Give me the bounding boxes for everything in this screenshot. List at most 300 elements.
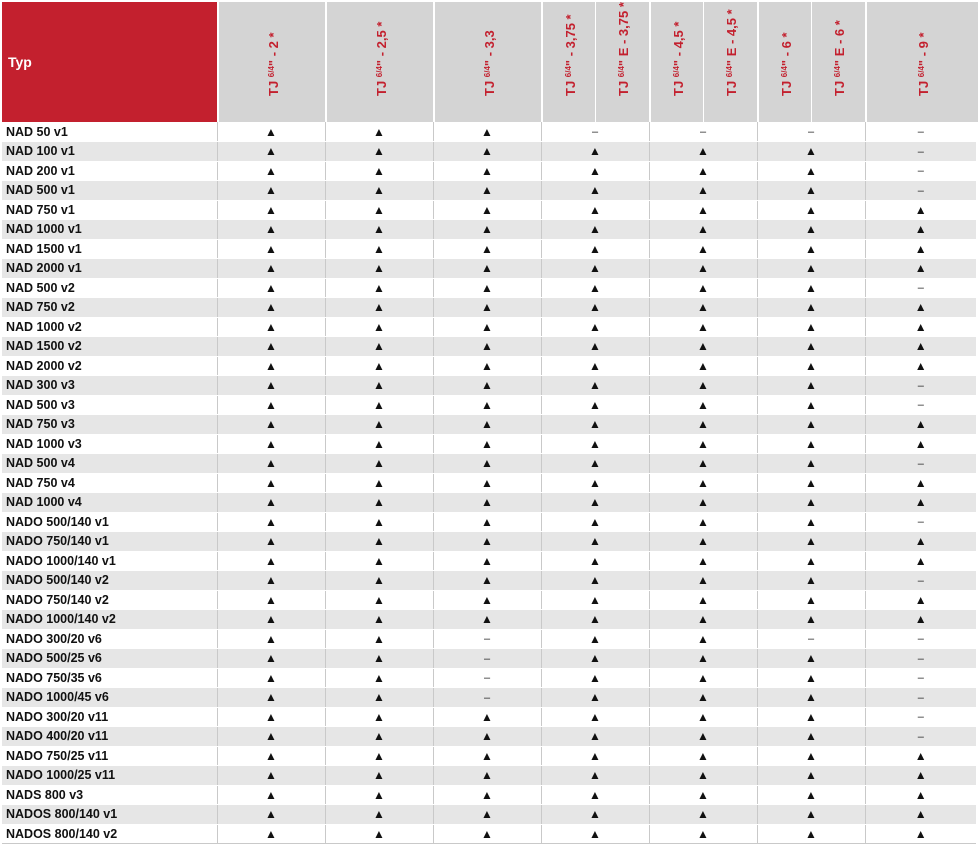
column-header-label: TJ $^{6/4}$" - 4,5 *: [671, 21, 686, 96]
compatible-triangle-icon: ▲: [805, 417, 817, 432]
table-row: [2, 590, 976, 610]
compatibility-cell: [433, 161, 541, 181]
compatible-triangle-icon: ▲: [589, 495, 601, 510]
typ-header: [2, 2, 217, 122]
compatibility-cell: [433, 200, 541, 220]
compatibility-cell: [865, 688, 976, 708]
compatibility-cell: [325, 746, 433, 766]
row-type-name: NADOS 800/140 v2: [2, 824, 217, 844]
compatible-triangle-icon: ▲: [805, 534, 817, 549]
compatible-triangle-icon: ▲: [265, 222, 277, 237]
compatible-triangle-icon: ▲: [373, 768, 385, 783]
compatible-triangle-icon: ▲: [265, 144, 277, 159]
compatibility-cell: [649, 571, 757, 591]
table-row: [2, 688, 976, 708]
compatible-triangle-icon: ▲: [265, 436, 277, 451]
compatibility-cell: [865, 785, 976, 805]
compatible-triangle-icon: ▲: [805, 514, 817, 529]
compatibility-cell: [865, 707, 976, 727]
compatibility-cell: [433, 824, 541, 844]
compatible-triangle-icon: ▲: [697, 709, 709, 724]
not-compatible-dash: –: [483, 672, 491, 685]
column-header-8: [757, 2, 813, 122]
compatibility-cell: [757, 278, 865, 298]
compatible-triangle-icon: ▲: [589, 787, 601, 802]
compatibility-cell: [649, 785, 757, 805]
compatible-triangle-icon: ▲: [373, 729, 385, 744]
compatibility-cell: [865, 493, 976, 513]
row-type-name: NAD 2000 v1: [2, 259, 217, 279]
column-header-9: [811, 2, 866, 122]
compatibility-cell: [217, 766, 325, 786]
compatibility-cell: [757, 766, 865, 786]
compatibility-cell: [757, 395, 865, 415]
compatibility-cell: [865, 337, 976, 357]
not-compatible-dash: –: [591, 126, 599, 138]
compatibility-cell: [433, 727, 541, 747]
compatibility-cell: [541, 161, 649, 181]
compatible-triangle-icon: ▲: [914, 495, 927, 510]
compatible-triangle-icon: ▲: [589, 670, 601, 685]
compatible-triangle-icon: ▲: [589, 475, 601, 490]
table-row: [2, 707, 976, 727]
compatibility-cell: [865, 200, 976, 220]
table-row: [2, 746, 976, 766]
compatibility-cell: [757, 649, 865, 669]
compatibility-cell: [649, 376, 757, 396]
compatible-triangle-icon: ▲: [805, 787, 817, 802]
compatibility-cell: [217, 512, 325, 532]
compatibility-cell: [217, 337, 325, 357]
compatibility-cell: [865, 220, 976, 240]
compatibility-cell: [865, 161, 976, 181]
table-row: [2, 259, 976, 279]
compatibility-cell: [865, 746, 976, 766]
compatible-triangle-icon: ▲: [373, 144, 385, 159]
compatible-triangle-icon: ▲: [265, 592, 277, 607]
compatibility-cell: [757, 629, 865, 649]
compatible-triangle-icon: ▲: [481, 768, 493, 783]
compatibility-cell: [757, 532, 865, 552]
compatibility-cell: [325, 649, 433, 669]
compatible-triangle-icon: ▲: [373, 807, 385, 822]
compatibility-cell: [649, 317, 757, 337]
row-type-name: NADO 1000/45 v6: [2, 688, 217, 708]
compatibility-cell: [433, 142, 541, 162]
row-type-name: NADO 300/20 v6: [2, 629, 217, 649]
row-type-name: NADO 500/140 v2: [2, 571, 217, 591]
compatible-triangle-icon: ▲: [914, 475, 927, 490]
compatibility-cell: [217, 473, 325, 493]
compatible-triangle-icon: ▲: [589, 534, 601, 549]
row-type-name: NAD 750 v4: [2, 473, 217, 493]
compatible-triangle-icon: ▲: [373, 495, 385, 510]
column-header-label: TJ $^{6/4}$" - 2,5 *: [374, 21, 389, 96]
compatibility-cell: [649, 727, 757, 747]
compatibility-cell: [433, 512, 541, 532]
row-type-name: NAD 500 v3: [2, 395, 217, 415]
compatibility-cell: [757, 220, 865, 240]
table-row: [2, 473, 976, 493]
compatibility-cell: [433, 356, 541, 376]
table-row: [2, 727, 976, 747]
not-compatible-dash: –: [917, 730, 924, 743]
compatibility-cell: [865, 239, 976, 259]
compatible-triangle-icon: ▲: [481, 300, 493, 315]
compatible-triangle-icon: ▲: [697, 417, 709, 432]
compatibility-cell: [433, 434, 541, 454]
table-row: [2, 122, 976, 142]
column-header-6: [649, 2, 705, 122]
compatibility-cell: [541, 688, 649, 708]
compatibility-cell: [217, 259, 325, 279]
table-row: [2, 181, 976, 201]
compatible-triangle-icon: ▲: [805, 748, 817, 763]
compatibility-cell: [217, 220, 325, 240]
row-type-name: NADO 1000/140 v2: [2, 610, 217, 630]
compatible-triangle-icon: ▲: [265, 729, 277, 744]
compatibility-cell: [649, 824, 757, 844]
column-header-label: TJ $^{6/4}$" - 6 *: [779, 32, 794, 96]
compatibility-cell: [217, 122, 325, 142]
compatibility-cell: [757, 356, 865, 376]
compatible-triangle-icon: ▲: [265, 514, 277, 529]
compatibility-cell: [325, 610, 433, 630]
compatible-triangle-icon: ▲: [805, 456, 817, 471]
not-compatible-dash: –: [483, 652, 491, 665]
compatibility-cell: [217, 278, 325, 298]
not-compatible-dash: –: [917, 184, 924, 197]
compatibility-cell: [865, 278, 976, 298]
compatible-triangle-icon: ▲: [589, 436, 601, 451]
compatibility-cell: [325, 590, 433, 610]
compatibility-cell: [433, 239, 541, 259]
compatible-triangle-icon: ▲: [373, 475, 385, 490]
column-header-label: TJ $^{6/4}$" - 3,3: [482, 30, 497, 96]
compatibility-cell: [865, 532, 976, 552]
compatible-triangle-icon: ▲: [373, 514, 385, 529]
row-type-name: NAD 1500 v2: [2, 337, 217, 357]
table-row: [2, 298, 976, 318]
column-header-label: TJ $^{6/4}$" E - 4,5 *: [724, 9, 739, 96]
compatible-triangle-icon: ▲: [373, 651, 385, 666]
compatible-triangle-icon: ▲: [589, 709, 601, 724]
table-row: [2, 200, 976, 220]
compatible-triangle-icon: ▲: [697, 768, 709, 783]
compatible-triangle-icon: ▲: [481, 124, 493, 139]
compatible-triangle-icon: ▲: [589, 339, 601, 354]
compatible-triangle-icon: ▲: [373, 280, 385, 295]
compatible-triangle-icon: ▲: [265, 280, 277, 295]
not-compatible-dash: –: [483, 691, 491, 704]
compatible-triangle-icon: ▲: [805, 319, 817, 334]
compatibility-cell: [433, 766, 541, 786]
compatible-triangle-icon: ▲: [697, 358, 709, 373]
compatibility-cell: [325, 337, 433, 357]
column-header-label: TJ $^{6/4}$" E - 6 *: [832, 20, 847, 96]
typ-label: Typ: [8, 54, 32, 70]
compatible-triangle-icon: ▲: [697, 261, 709, 276]
compatibility-cell: [865, 551, 976, 571]
not-compatible-dash: –: [917, 672, 924, 685]
compatibility-cell: [865, 473, 976, 493]
compatible-triangle-icon: ▲: [697, 670, 709, 685]
compatible-triangle-icon: ▲: [805, 709, 817, 724]
compatible-triangle-icon: ▲: [805, 163, 817, 178]
compatible-triangle-icon: ▲: [265, 339, 277, 354]
compatibility-cell: [649, 434, 757, 454]
compatibility-cell: [649, 610, 757, 630]
compatibility-cell: [433, 610, 541, 630]
row-type-name: NADO 750/140 v1: [2, 532, 217, 552]
row-type-name: NADO 500/140 v1: [2, 512, 217, 532]
compatibility-cell: [541, 356, 649, 376]
compatible-triangle-icon: ▲: [805, 436, 817, 451]
compatible-triangle-icon: ▲: [914, 768, 927, 783]
column-header-label: TJ $^{6/4}$" E - 3,75 *: [616, 2, 631, 96]
compatibility-cell: [649, 220, 757, 240]
compatibility-cell: [541, 668, 649, 688]
compatible-triangle-icon: ▲: [914, 319, 927, 334]
column-header-7: [703, 2, 758, 122]
compatibility-cell: [217, 356, 325, 376]
compatible-triangle-icon: ▲: [481, 729, 493, 744]
compatible-triangle-icon: ▲: [373, 631, 385, 646]
table-row: [2, 337, 976, 357]
compatibility-cell: [757, 727, 865, 747]
compatibility-cell: [541, 259, 649, 279]
compatible-triangle-icon: ▲: [481, 573, 493, 588]
compatibility-cell: [217, 824, 325, 844]
compatibility-cell: [325, 395, 433, 415]
compatible-triangle-icon: ▲: [697, 319, 709, 334]
compatibility-cell: [541, 278, 649, 298]
compatible-triangle-icon: ▲: [373, 456, 385, 471]
not-compatible-dash: –: [917, 457, 924, 470]
compatibility-cell: [865, 317, 976, 337]
compatible-triangle-icon: ▲: [265, 787, 277, 802]
compatible-triangle-icon: ▲: [373, 241, 385, 256]
compatibility-cell: [757, 688, 865, 708]
compatibility-cell: [649, 142, 757, 162]
compatibility-cell: [217, 454, 325, 474]
compatible-triangle-icon: ▲: [481, 163, 493, 178]
compatible-triangle-icon: ▲: [805, 670, 817, 685]
compatibility-cell: [433, 805, 541, 825]
not-compatible-dash: –: [917, 145, 924, 158]
compatibility-cell: [865, 142, 976, 162]
compatibility-cell: [649, 454, 757, 474]
compatible-triangle-icon: ▲: [481, 534, 493, 549]
row-type-name: NAD 300 v3: [2, 376, 217, 396]
compatibility-cell: [217, 785, 325, 805]
compatibility-cell: [541, 298, 649, 318]
compatibility-cell: [649, 415, 757, 435]
compatible-triangle-icon: ▲: [481, 358, 493, 373]
compatible-triangle-icon: ▲: [589, 183, 601, 198]
compatible-triangle-icon: ▲: [373, 748, 385, 763]
table-row: [2, 142, 976, 162]
compatible-triangle-icon: ▲: [589, 163, 601, 178]
compatible-triangle-icon: ▲: [481, 495, 493, 510]
compatible-triangle-icon: ▲: [697, 651, 709, 666]
compatibility-cell: [433, 395, 541, 415]
compatible-triangle-icon: ▲: [589, 631, 601, 646]
compatible-triangle-icon: ▲: [265, 183, 277, 198]
compatibility-cell: [217, 805, 325, 825]
compatibility-cell: [649, 298, 757, 318]
compatibility-cell: [325, 727, 433, 747]
compatibility-cell: [325, 454, 433, 474]
compatibility-cell: [325, 707, 433, 727]
compatibility-cell: [433, 473, 541, 493]
row-type-name: NAD 50 v1: [2, 122, 217, 142]
compatible-triangle-icon: ▲: [481, 319, 493, 334]
compatible-triangle-icon: ▲: [589, 280, 601, 295]
compatible-triangle-icon: ▲: [265, 319, 277, 334]
row-type-name: NAD 500 v4: [2, 454, 217, 474]
compatibility-cell: [541, 805, 649, 825]
compatible-triangle-icon: ▲: [373, 436, 385, 451]
compatible-triangle-icon: ▲: [265, 417, 277, 432]
compatible-triangle-icon: ▲: [481, 183, 493, 198]
compatibility-cell: [865, 395, 976, 415]
compatible-triangle-icon: ▲: [373, 339, 385, 354]
compatibility-cell: [757, 512, 865, 532]
not-compatible-dash: –: [917, 691, 924, 704]
compatibility-cell: [649, 395, 757, 415]
compatible-triangle-icon: ▲: [481, 222, 493, 237]
compatibility-cell: [541, 220, 649, 240]
not-compatible-dash: –: [699, 126, 707, 138]
compatibility-cell: [433, 571, 541, 591]
compatibility-cell: [757, 259, 865, 279]
compatible-triangle-icon: ▲: [481, 144, 493, 159]
compatibility-cell: [757, 298, 865, 318]
not-compatible-dash: –: [917, 282, 924, 295]
compatibility-cell: [325, 629, 433, 649]
compatibility-cell: [433, 317, 541, 337]
compatibility-cell: [325, 298, 433, 318]
compatible-triangle-icon: ▲: [805, 378, 817, 393]
compatible-triangle-icon: ▲: [265, 300, 277, 315]
compatible-triangle-icon: ▲: [373, 826, 385, 841]
compatibility-cell: [433, 688, 541, 708]
compatibility-cell: [541, 629, 649, 649]
compatibility-cell: [649, 278, 757, 298]
compatibility-cell: [757, 200, 865, 220]
compatibility-cell: [217, 668, 325, 688]
row-type-name: NAD 750 v1: [2, 200, 217, 220]
compatibility-cell: [217, 727, 325, 747]
compatible-triangle-icon: ▲: [805, 183, 817, 198]
compatibility-cell: [541, 551, 649, 571]
compatible-triangle-icon: ▲: [914, 358, 927, 373]
compatible-triangle-icon: ▲: [481, 261, 493, 276]
compatible-triangle-icon: ▲: [697, 631, 709, 646]
compatibility-cell: [325, 824, 433, 844]
compatibility-cell: [433, 454, 541, 474]
compatibility-cell: [325, 356, 433, 376]
compatibility-cell: [433, 278, 541, 298]
compatible-triangle-icon: ▲: [373, 670, 385, 685]
compatible-triangle-icon: ▲: [805, 612, 817, 627]
compatibility-cell: [325, 122, 433, 142]
compatibility-cell: [541, 493, 649, 513]
compatible-triangle-icon: ▲: [265, 612, 277, 627]
compatible-triangle-icon: ▲: [805, 475, 817, 490]
compatibility-cell: [217, 571, 325, 591]
compatibility-cell: [217, 532, 325, 552]
compatible-triangle-icon: ▲: [373, 358, 385, 373]
compatibility-cell: [541, 571, 649, 591]
compatible-triangle-icon: ▲: [265, 826, 277, 841]
compatibility-cell: [757, 142, 865, 162]
compatible-triangle-icon: ▲: [914, 534, 927, 549]
compatible-triangle-icon: ▲: [697, 592, 709, 607]
compatible-triangle-icon: ▲: [805, 553, 817, 568]
compatibility-cell: [325, 532, 433, 552]
compatible-triangle-icon: ▲: [914, 592, 927, 607]
compatible-triangle-icon: ▲: [805, 690, 817, 705]
compatible-triangle-icon: ▲: [697, 183, 709, 198]
table-row: [2, 805, 976, 825]
compatibility-table: [2, 2, 976, 841]
compatibility-cell: [541, 512, 649, 532]
table-row: [2, 785, 976, 805]
compatible-triangle-icon: ▲: [265, 631, 277, 646]
compatibility-cell: [757, 376, 865, 396]
compatible-triangle-icon: ▲: [697, 612, 709, 627]
row-type-name: NAD 1000 v2: [2, 317, 217, 337]
compatible-triangle-icon: ▲: [697, 378, 709, 393]
compatible-triangle-icon: ▲: [914, 787, 927, 802]
compatible-triangle-icon: ▲: [589, 378, 601, 393]
compatible-triangle-icon: ▲: [914, 261, 927, 276]
compatibility-cell: [649, 512, 757, 532]
compatible-triangle-icon: ▲: [589, 144, 601, 159]
compatible-triangle-icon: ▲: [914, 202, 927, 217]
compatibility-cell: [757, 317, 865, 337]
compatible-triangle-icon: ▲: [589, 592, 601, 607]
compatibility-cell: [757, 239, 865, 259]
compatible-triangle-icon: ▲: [914, 807, 927, 822]
compatible-triangle-icon: ▲: [589, 202, 601, 217]
compatibility-cell: [865, 181, 976, 201]
compatible-triangle-icon: ▲: [589, 690, 601, 705]
table-row: [2, 532, 976, 552]
compatible-triangle-icon: ▲: [589, 456, 601, 471]
compatible-triangle-icon: ▲: [914, 826, 927, 841]
compatibility-cell: [541, 415, 649, 435]
compatibility-cell: [541, 532, 649, 552]
table-body: [2, 122, 976, 844]
compatibility-cell: [865, 571, 976, 591]
compatible-triangle-icon: ▲: [914, 417, 927, 432]
compatible-triangle-icon: ▲: [589, 807, 601, 822]
compatibility-cell: [433, 376, 541, 396]
compatible-triangle-icon: ▲: [805, 144, 817, 159]
compatible-triangle-icon: ▲: [481, 436, 493, 451]
compatible-triangle-icon: ▲: [481, 612, 493, 627]
compatibility-cell: [541, 395, 649, 415]
compatible-triangle-icon: ▲: [805, 261, 817, 276]
table-row: [2, 766, 976, 786]
compatibility-cell: [433, 415, 541, 435]
compatible-triangle-icon: ▲: [805, 300, 817, 315]
compatible-triangle-icon: ▲: [373, 612, 385, 627]
table-row: [2, 824, 976, 844]
